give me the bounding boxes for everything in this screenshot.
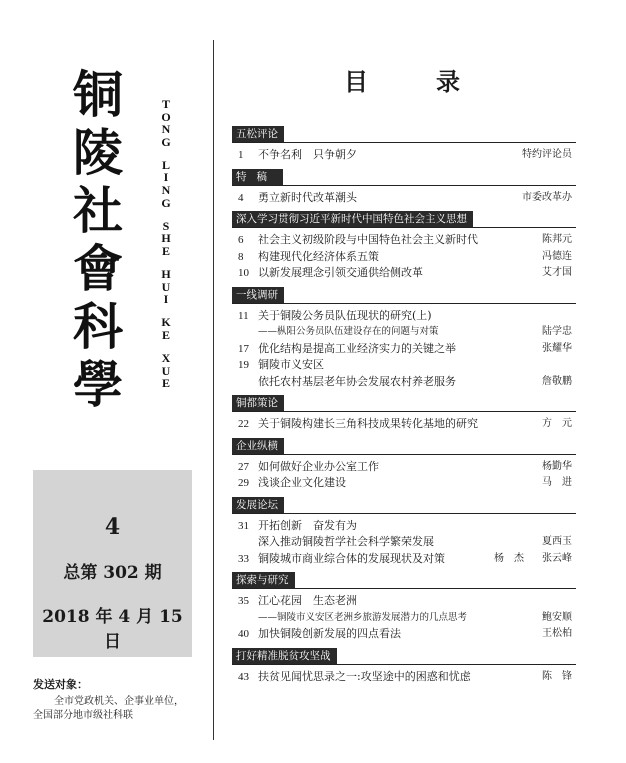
toc-entry[interactable] (232, 669, 576, 686)
entry-title: 依托农村基层老年协会发展农村养老服务 (258, 374, 456, 388)
logo-char: 科 (73, 297, 123, 356)
section-header (232, 572, 576, 589)
section-label: 深入学习贯彻习近平新时代中国特色社会主义思想 (232, 211, 473, 227)
entry-page: 33 (238, 552, 249, 565)
entry-title: 深入推动铜陵哲学社会科学繁荣发展 (258, 535, 434, 548)
entry-title: 以新发展理念引领交通供给侧改革 (258, 266, 423, 279)
pinyin-letter: E (161, 376, 170, 391)
section-header (232, 438, 576, 455)
entry-page: 6 (238, 234, 244, 246)
entry-author: 夏西玉 (542, 536, 572, 547)
issue-date: 2018 年 4 月 15 日 (42, 607, 183, 652)
entry-page: 43 (238, 670, 249, 683)
entry-title: 关于铜陵公务员队伍现状的研究(上) (258, 308, 432, 322)
logo-char: 陵 (73, 123, 123, 182)
issue-total: 总第 302 期 (63, 563, 162, 583)
entry-page: 29 (238, 477, 249, 489)
entry-title: 铜陵市义安区 (258, 358, 324, 371)
toc-entry[interactable] (232, 249, 576, 266)
entry-title: 社会主义初级阶段与中国特色社会主义新时代 (258, 233, 478, 246)
pinyin-letter: U (161, 363, 171, 378)
section-header (232, 126, 576, 143)
entry-title: ——铜陵市义安区老洲乡旅游发展潜力的几点思考 (258, 611, 468, 623)
toc-entry[interactable] (232, 416, 576, 433)
pinyin-letter: K (161, 315, 171, 330)
entry-title: 铜陵城市商业综合体的发展现状及对策 (258, 551, 445, 565)
logo-char: 會 (73, 239, 123, 298)
section-header (232, 497, 576, 514)
entry-page: 40 (238, 628, 249, 640)
toc-entry[interactable] (232, 357, 576, 374)
entry-title: 扶贫见闻忧思录之一:攻坚途中的困惑和忧虑 (258, 669, 471, 683)
pinyin-letter: G (161, 134, 171, 149)
section-label: 发展论坛 (232, 497, 284, 513)
pinyin-letter: T (161, 97, 170, 111)
entry-author: 詹敬鹏 (542, 375, 572, 387)
section-label: 一线调研 (232, 287, 284, 303)
pinyin-letter: O (161, 109, 171, 124)
section-label: 打好精准脱贫攻坚战 (232, 648, 337, 664)
entry-author: 王松柏 (542, 628, 572, 639)
pinyin-letter: I (163, 170, 169, 185)
section-header (232, 287, 576, 304)
entry-author: 特约评论员 (522, 149, 572, 160)
entry-title: 不争名利 只争朝夕 (258, 148, 357, 161)
section-header (232, 648, 576, 665)
entry-author: 马 进 (542, 477, 572, 488)
toc-entry[interactable] (232, 626, 576, 643)
toc-entry[interactable] (232, 232, 576, 249)
entry-author: 张云峰 (542, 552, 572, 564)
pinyin-letter: N (161, 122, 171, 137)
section-header (232, 395, 576, 412)
pinyin-letter: H (161, 231, 171, 246)
entry-author: 杨勤华 (542, 460, 572, 472)
toc-entry[interactable] (232, 324, 576, 341)
entry-page: 11 (238, 309, 249, 322)
entry-author: 陆学忠 (542, 326, 572, 337)
magazine-logo (62, 65, 134, 414)
pinyin-letter: I (163, 292, 169, 307)
toc-entry[interactable] (232, 308, 576, 325)
pinyin-letter: U (161, 279, 171, 294)
pinyin-letter: H (161, 267, 171, 282)
section-label: 铜都策论 (232, 395, 284, 411)
entry-title: 勇立新时代改革潮头 (258, 190, 357, 204)
entry-page: 27 (238, 460, 249, 473)
entry-author: 陈 锋 (542, 670, 572, 682)
entry-page: 31 (238, 519, 249, 532)
entry-title: 开拓创新 奋发有为 (258, 518, 357, 532)
toc-entry[interactable] (232, 341, 576, 358)
distribution-line: 全国部分地市级社科联 (33, 710, 133, 721)
toc-title-char: 录 (436, 67, 462, 96)
entry-author: 杨 杰 (494, 552, 524, 564)
entry-page: 1 (238, 149, 244, 161)
entry-title: ——枞阳公务员队伍建设存在的问题与对策 (258, 326, 439, 337)
entry-title: 优化结构是提高工业经济实力的关键之举 (258, 341, 456, 355)
section-label: 企业纵横 (232, 438, 284, 454)
entry-author: 冯德连 (542, 250, 572, 262)
toc-entry[interactable] (232, 265, 576, 282)
pinyin-letter: E (161, 243, 170, 258)
entry-title: 浅谈企业文化建设 (258, 476, 346, 489)
distribution-info (33, 678, 208, 723)
issue-info-box (33, 470, 192, 657)
toc-entry[interactable] (232, 374, 576, 391)
logo-char: 铜 (73, 65, 123, 124)
toc-entry[interactable] (232, 459, 576, 476)
entry-page: 17 (238, 342, 249, 355)
distribution-line: 全市党政机关、企事业单位， (54, 696, 184, 707)
pinyin-letter: G (161, 195, 171, 210)
entry-author: 鲍安顺 (542, 611, 572, 623)
section-label: 五松评论 (232, 126, 284, 142)
toc-entry[interactable] (232, 551, 576, 568)
logo-char: 社 (73, 181, 123, 240)
pinyin-letter: E (161, 327, 170, 342)
issue-number: 4 (104, 514, 121, 540)
toc-entry[interactable] (232, 518, 576, 535)
entry-page: 35 (238, 595, 249, 607)
entry-page: 10 (238, 267, 249, 279)
toc-entry[interactable] (232, 147, 576, 164)
pinyin-title (155, 98, 177, 390)
entry-page: 8 (238, 250, 244, 263)
entry-author: 艾才国 (542, 267, 572, 278)
entry-author: 市委改革办 (522, 191, 572, 203)
entry-page: 19 (238, 359, 249, 371)
toc-title-char: 目 (344, 67, 370, 96)
entry-author: 张耀华 (542, 342, 572, 354)
table-of-contents (232, 126, 576, 690)
entry-title: 如何做好企业办公室工作 (258, 459, 379, 473)
pinyin-letter: S (162, 218, 170, 233)
logo-char: 學 (73, 355, 123, 414)
toc-entry[interactable] (232, 190, 576, 207)
pinyin-letter: L (161, 157, 170, 172)
entry-page: 22 (238, 418, 249, 430)
column-divider (213, 40, 214, 740)
section-label: 探索与研究 (232, 572, 295, 588)
entry-title: 加快铜陵创新发展的四点看法 (258, 627, 401, 640)
entry-title: 关于铜陵构建长三角科技成果转化基地的研究 (258, 417, 478, 430)
distribution-label: 发送对象： (33, 678, 88, 691)
section-header (232, 211, 576, 228)
section-header (232, 169, 576, 186)
pinyin-letter: X (161, 351, 171, 365)
section-label: 特稿 (232, 169, 283, 185)
pinyin-letter: N (161, 183, 171, 198)
toc-entry[interactable] (232, 593, 576, 610)
entry-title: 江心花园 生态老洲 (258, 594, 357, 607)
toc-entry[interactable] (232, 610, 576, 627)
toc-entry[interactable] (232, 534, 576, 551)
entry-author: 方 元 (542, 418, 572, 429)
toc-entry[interactable] (232, 475, 576, 492)
entry-author: 陈邦元 (542, 234, 572, 245)
entry-title: 构建现代化经济体系五策 (258, 249, 379, 263)
entry-page: 4 (238, 191, 244, 204)
